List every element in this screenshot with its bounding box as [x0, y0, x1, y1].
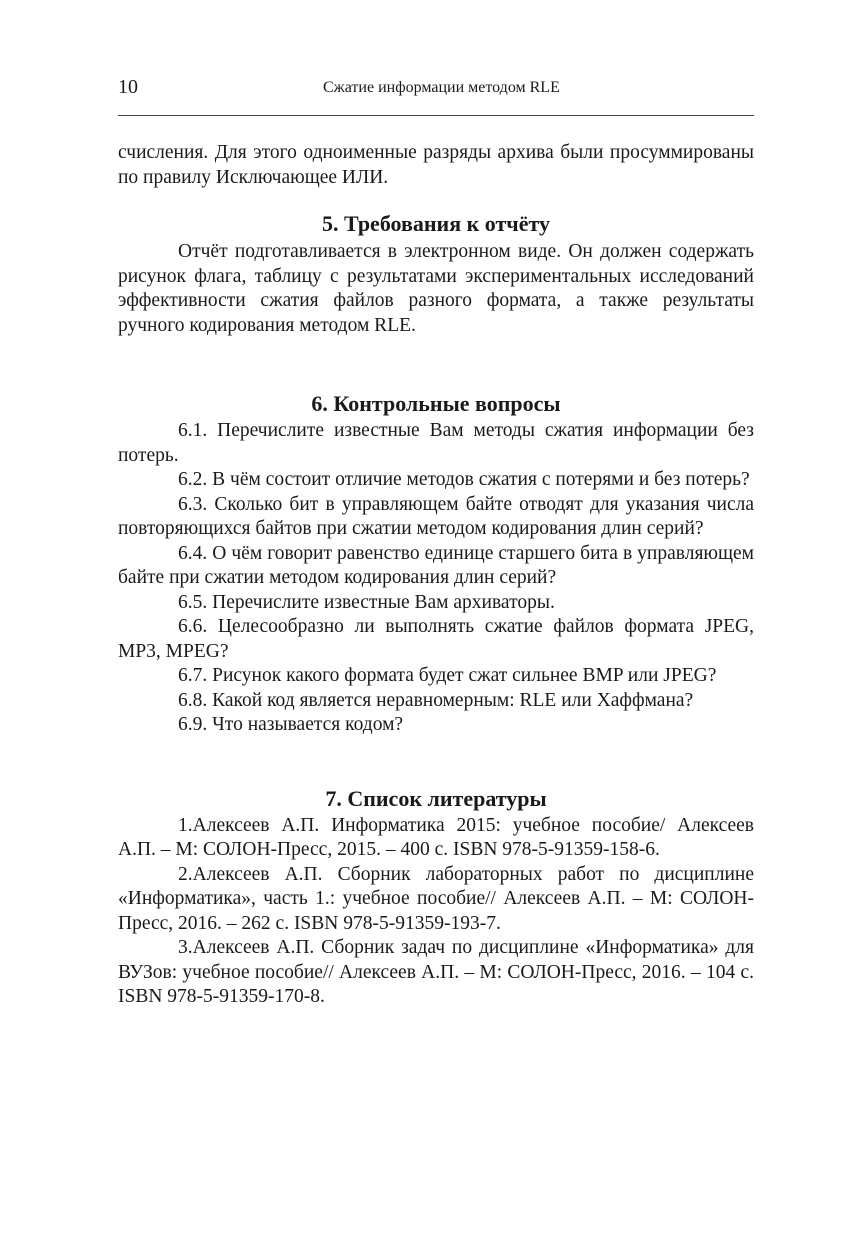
- question-6-4: 6.4. О чём говорит равенство единице старшего бита в управляющем байте при сжатии методом кодирования длин серий?: [118, 542, 754, 588]
- section-5-paragraph: Отчёт подготавливается в электронном виде. Он должен содержать рисунок флага, таблицу с результатами экспериментальных исследований эффективности сжатия файлов разного формата, а также результаты ручного кодирования методом RLE.: [118, 241, 754, 336]
- running-title: Сжатие информации методом RLE: [323, 79, 560, 96]
- question-6-6: 6.6. Целесообразно ли выполнять сжатие файлов формата JPEG, MP3, MPEG?: [118, 616, 754, 662]
- page-header: [118, 74, 754, 104]
- reference-3: 3.Алексеев А.П. Сборник задач по дисциплине «Информатика» для ВУЗов: учебное пособие// Алексеев А.П. – М: СОЛОН-Пресс, 2016. – 104 с. ISBN 978-5-91359-170-8.: [118, 937, 754, 1007]
- intro-paragraph: счисления. Для этого одноименные разряды архива были просуммированы по правилу Исключающее ИЛИ.: [118, 142, 754, 188]
- question-6-1: 6.1. Перечислите известные Вам методы сжатия информации без потерь.: [118, 420, 754, 466]
- question-6-7: 6.7. Рисунок какого формата будет сжат сильнее BMP или JPEG?: [178, 665, 717, 686]
- page-number: 10: [118, 76, 138, 98]
- header-divider: [118, 115, 754, 116]
- question-6-3: 6.3. Сколько бит в управляющем байте отводят для указания числа повторяющихся байтов при сжатии методом кодирования длин серий?: [118, 493, 754, 539]
- question-6-2: 6.2. В чём состоит отличие методов сжатия с потерями и без потерь?: [178, 469, 750, 490]
- reference-2: 2.Алексеев А.П. Сборник лабораторных работ по дисциплине «Информатика», часть 1.: учебное пособие// Алексеев А.П. – М: СОЛОН-Пресс, 2016. – 262 с. ISBN 978-5-91359-193-7.: [118, 863, 754, 934]
- reference-1: 1.Алексеев А.П. Информатика 2015: учебное пособие/ Алексеев А.П. – М: СОЛОН-Пресс, 2015. – 400 с. ISBN 978-5-91359-158-6.: [118, 814, 754, 860]
- page-body: [118, 141, 754, 1010]
- section-5-heading: 5. Требования к отчёту: [321, 211, 550, 236]
- section-7-heading: 7. Список литературы: [325, 785, 547, 811]
- section-6-heading: 6. Контрольные вопросы: [311, 391, 561, 416]
- question-6-5: 6.5. Перечислите известные Вам архиваторы.: [178, 591, 555, 613]
- question-6-8: 6.8. Какой код является неравномерным: RLE или Хаффмана?: [178, 689, 694, 711]
- question-6-9: 6.9. Что называется кодом?: [178, 714, 404, 735]
